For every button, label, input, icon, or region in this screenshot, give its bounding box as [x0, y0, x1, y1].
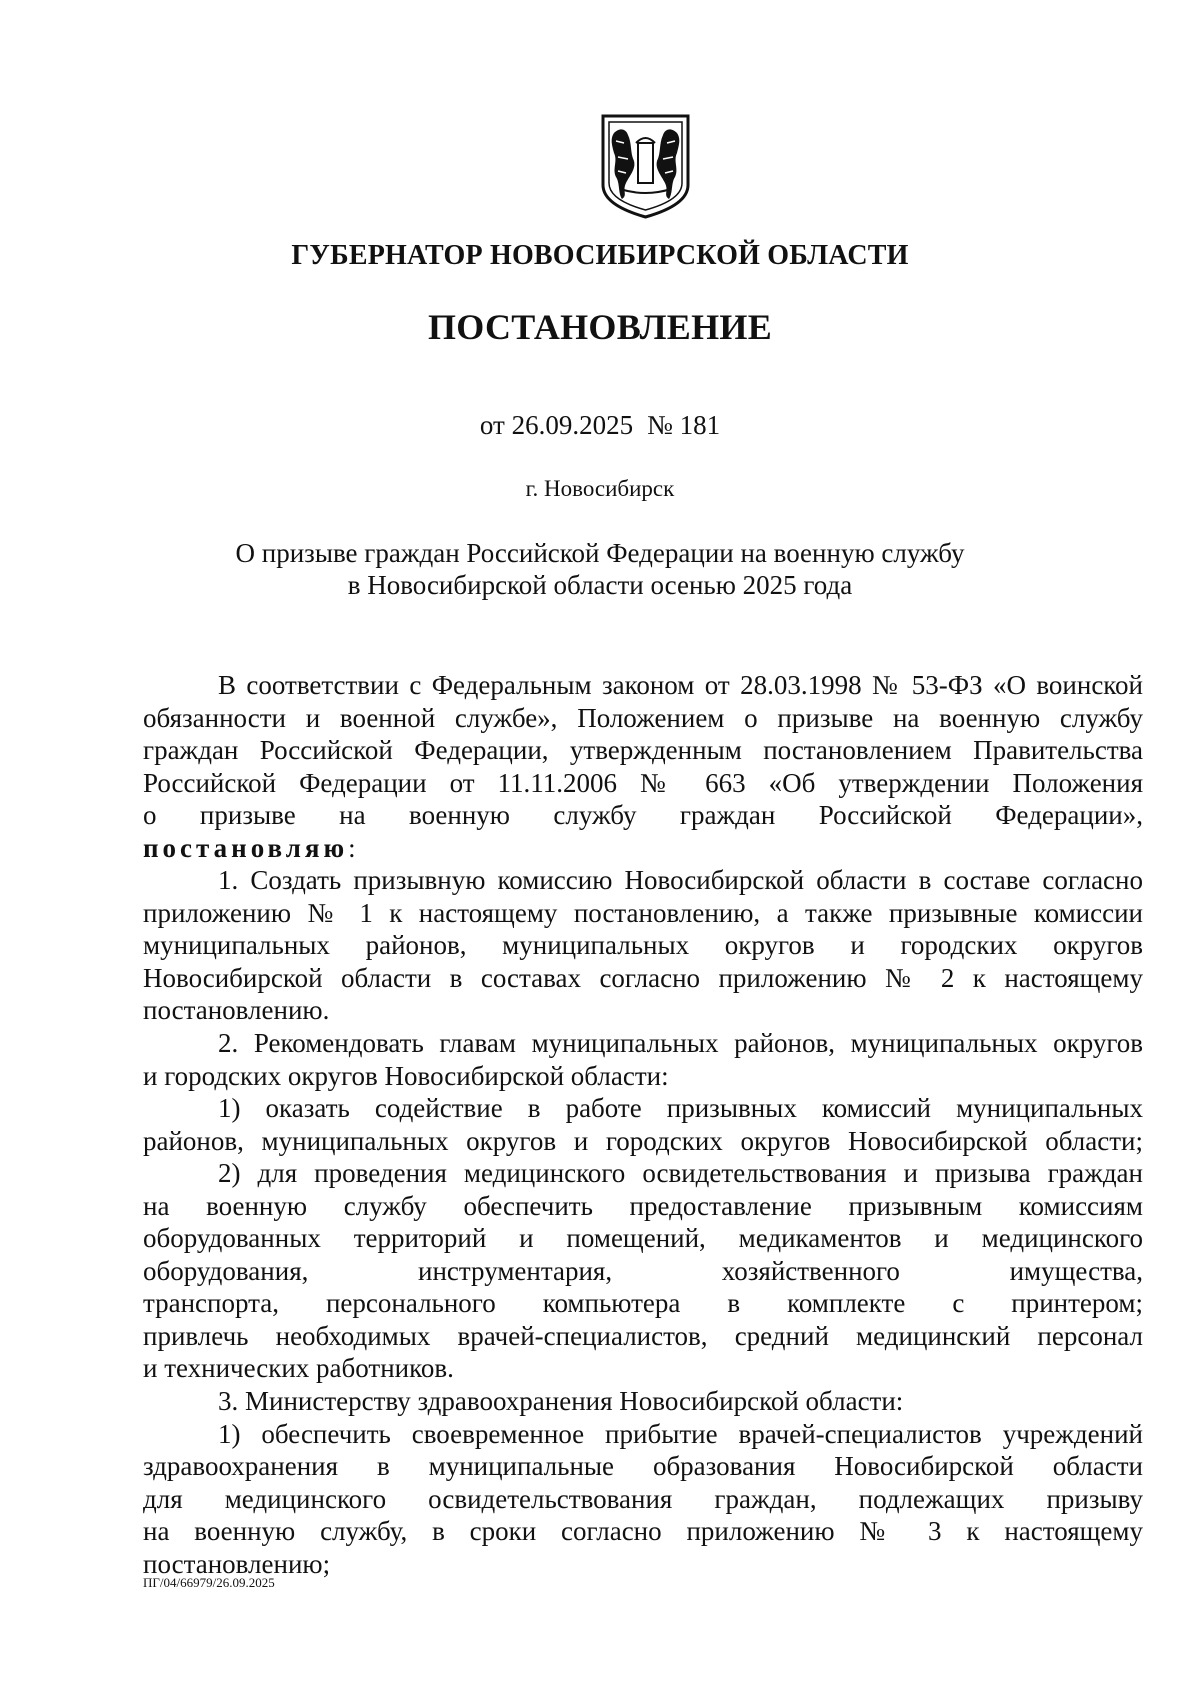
body-line: районов, муниципальных округов и городских округов Новосибирской области;: [143, 1125, 1143, 1156]
body-line: оборудованных территорий и помещений, медикаментов и медицинского: [143, 1223, 1143, 1254]
body-line: 1) обеспечить своевременное прибытие врачей-специалистов учреждений: [218, 1418, 1143, 1449]
body-line: здравоохранения в муниципальные образования Новосибирской области: [143, 1451, 1143, 1482]
body-line: 1. Создать призывную комиссию Новосибирской области в составе согласно: [218, 865, 1143, 896]
body-line: обязанности и военной службе», Положением о призыве на военную службу: [143, 702, 1143, 733]
resolution-keyword: постановляю: [143, 832, 349, 863]
subject-line: О призыве граждан Российской Федерации на военную службу: [235, 538, 965, 568]
organization-title: ГУБЕРНАТОР НОВОСИБИРСКОЙ ОБЛАСТИ: [291, 240, 909, 271]
body-line: В соответствии с Федеральным законом от 28.03.1998 № 53-ФЗ «О воинской: [218, 670, 1143, 700]
body-line: Российской Федерации от 11.11.2006 № 663 «Об утверждении Положения: [143, 767, 1143, 798]
body-line: для медицинского освидетельствования граждан, подлежащих призыву: [143, 1483, 1143, 1514]
body-line: муниципальных районов, муниципальных округов и городских округов: [143, 930, 1143, 961]
subject-line: в Новосибирской области осенью 2025 года: [347, 570, 853, 600]
body-line: и городских округов Новосибирской области:: [143, 1060, 669, 1091]
body-line: на военную службу обеспечить предоставление призывным комиссиям: [143, 1190, 1143, 1221]
body-line: постановлению;: [143, 1548, 331, 1579]
body-line: о призыве на военную службу граждан Российской Федерации»,: [143, 800, 1143, 831]
body-line: транспорта, персонального компьютера в комплекте с принтером;: [143, 1288, 1143, 1319]
body-line: 3. Министерству здравоохранения Новосибирской области:: [218, 1386, 904, 1417]
body-line: граждан Российской Федерации, утвержденным постановлением Правительства: [143, 735, 1143, 766]
body-line: привлечь необходимых врачей-специалистов, средний медицинский персонал: [143, 1320, 1143, 1351]
resolution-line: [143, 832, 1143, 865]
resolution-colon: :: [348, 832, 356, 863]
body-line: постановлению.: [143, 995, 330, 1026]
body-line: 2. Рекомендовать главам муниципальных районов, муниципальных округов: [218, 1028, 1143, 1059]
body-line: 1) оказать содействие в работе призывных комиссий муниципальных: [218, 1093, 1143, 1124]
coat-of-arms-icon: [600, 113, 691, 220]
body-line: оборудования, инструментария, хозяйственного имущества,: [143, 1255, 1143, 1286]
document-date: от 26.09.2025: [479, 410, 634, 440]
body-line: приложению № 1 к настоящему постановлению, а также призывные комиссии: [143, 897, 1143, 928]
city: г. Новосибирск: [525, 476, 675, 501]
document-number: № 181: [647, 410, 721, 440]
body-line: 2) для проведения медицинского освидетельствования и призыва граждан: [218, 1158, 1143, 1189]
document-type: ПОСТАНОВЛЕНИЕ: [427, 307, 773, 347]
document-subject: [180, 537, 1020, 601]
body-line: на военную службу, в сроки согласно приложению № 3 к настоящему: [143, 1516, 1143, 1547]
document-body: [143, 669, 1143, 1580]
body-line: Новосибирской области в составах согласно приложению № 2 к настоящему: [143, 962, 1143, 993]
body-line: и технических работников.: [143, 1353, 454, 1384]
document-code: ПГ/04/66979/26.09.2025: [143, 1575, 275, 1590]
date-number-line: [0, 410, 1200, 441]
